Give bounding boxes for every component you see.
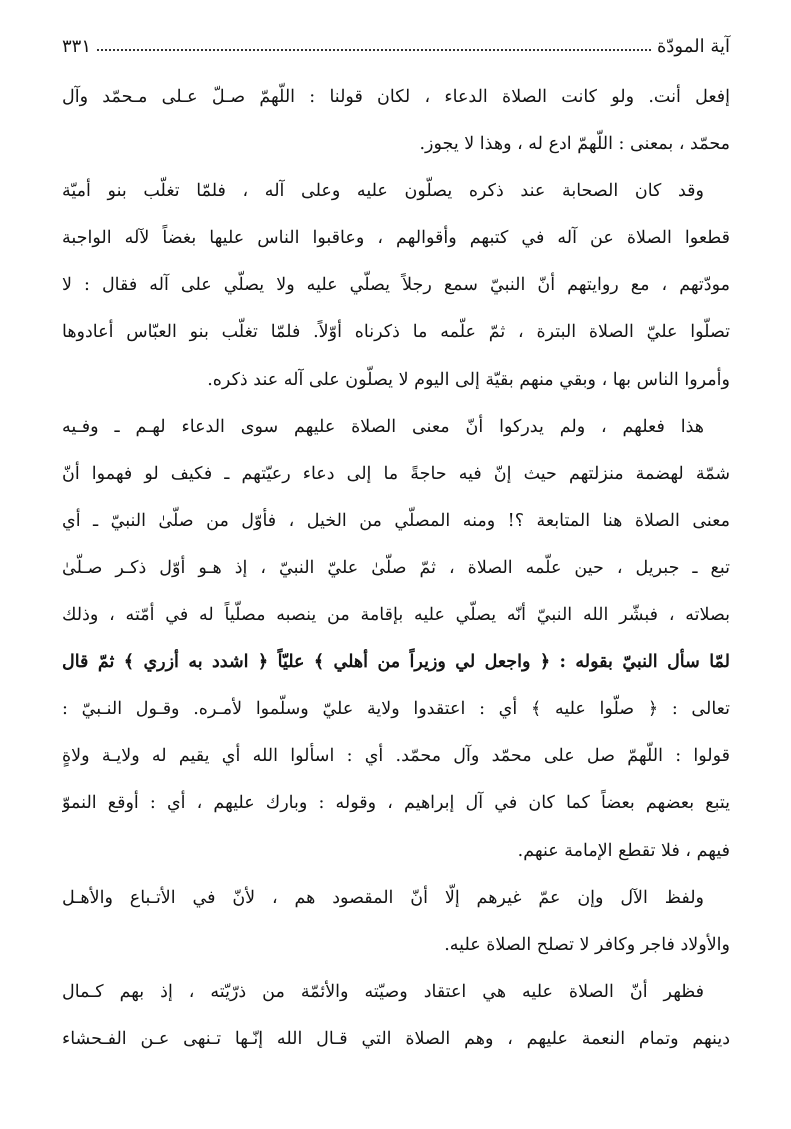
text-line: تعالى : ﴿ صلّوا عليه ﴾ أي : اعتقدوا ولاية عليّ وسلّموا لأمـره. وقـول النـبيّ : [62, 699, 730, 720]
paragraph-first-line: هذا فعلهم ، ولم يدركوا أنّ معنى الصلاة عليهم سوى الدعاء لهـم ـ وفـيه [62, 416, 704, 437]
paragraph-first-line: فظهر أنّ الصلاة عليه هي اعتقاد وصيّته والأئمّة من ذرّيّته ، إذ بهم كـمال [62, 981, 704, 1002]
text-line: قطعوا الصلاة عن آله في كتبهم وأقوالهم ، وعاقبوا الناس عليها بغضاً لآله الواجبة [62, 228, 730, 249]
paragraph-first-line: وقد كان الصحابة عند ذكره يصلّون عليه وعلى آله ، فلمّا تغلّب بنو أميّة [62, 181, 704, 202]
text-line: فيهم ، فلا تقطع الإمامة عنهم. [517, 840, 730, 861]
text-line: شمّة لهضمة منزلتهم حيث إنّ فيه حاجةً ما إلى دعاء رعيّتهم ـ فكيف لو فهموا أنّ [62, 463, 730, 484]
text-line: محمّد ، بمعنى : اللّهمّ ادع له ، وهذا لا يجوز. [419, 134, 730, 155]
text-line: والأولاد فاجر وكافر لا تصلح الصلاة عليه. [444, 934, 730, 955]
text-line: مودّتهم ، مع روايتهم أنّ النبيّ سمع رجلاً يصلّي عليه ولا يصلّي على آله فقال : لا [62, 275, 730, 296]
text-line: بصلاته ، فبشّر الله النبيّ أنّه يصلّي عليه بإقامة من ينصبه مصلّياً له في أمّته ، وذلك [62, 605, 730, 626]
text-line: وأمروا الناس بها ، وبقي منهم بقيّة إلى اليوم لا يصلّون على آله عند ذكره. [207, 369, 730, 390]
text-line: معنى الصلاة هنا المتابعة ؟! ومنه المصلّي من الخيل ، فأوّل من صلّىٰ النبيّ ـ أي [62, 510, 730, 531]
running-header [62, 26, 730, 66]
text-line: قولوا : اللّهمّ صل على محمّد وآل محمّد. أي : اسألوا الله أي يقيم له ولايـة ولاةٍ [62, 746, 730, 767]
text-line: يتبع بعضهم بعضاً كما كان في آل إبراهيم ، وقوله : وبارك عليهم ، أي : أوقع النموّ [62, 793, 730, 814]
leader-dots [97, 49, 651, 51]
text-line: إفعل أنت. ولو كانت الصلاة الدعاء ، لكان قولنا : اللّهمّ صـلّ عـلى مـحمّد وآل [62, 87, 730, 107]
page-number: ٣٣١ [62, 35, 92, 57]
chapter-title: آية المودّة [656, 35, 730, 57]
text-line: تصلّوا عليّ الصلاة البترة ، ثمّ علّمه ما ذكرناه أوّلاً. فلمّا تغلّب بنو العبّاس أعادوها [62, 322, 730, 343]
body-text [62, 74, 730, 1063]
text-line: تبع ـ جبريل ، حين علّمه الصلاة ، ثمّ صلّىٰ عليّ النبيّ ، إذ هـو أوّل ذكـر صـلّىٰ [62, 557, 730, 578]
text-line-quran-citation: لمّا سأل النبيّ بقوله : ﴿ واجعل لي وزيراً من أهلي ﴾ عليّاً ﴿ اشدد به أزري ﴾ ثمّ قال [62, 652, 730, 673]
text-line: دينهم وتمام النعمة عليهم ، وهم الصلاة التي قـال الله إنّـها تـنهى عـن الفـحشاء [62, 1028, 730, 1049]
book-page [62, 26, 730, 1106]
paragraph-first-line: ولفظ الآل وإن عمّ غيرهم إلّا أنّ المقصود هم ، لأنّ في الأتـباع والأهـل [62, 887, 704, 908]
